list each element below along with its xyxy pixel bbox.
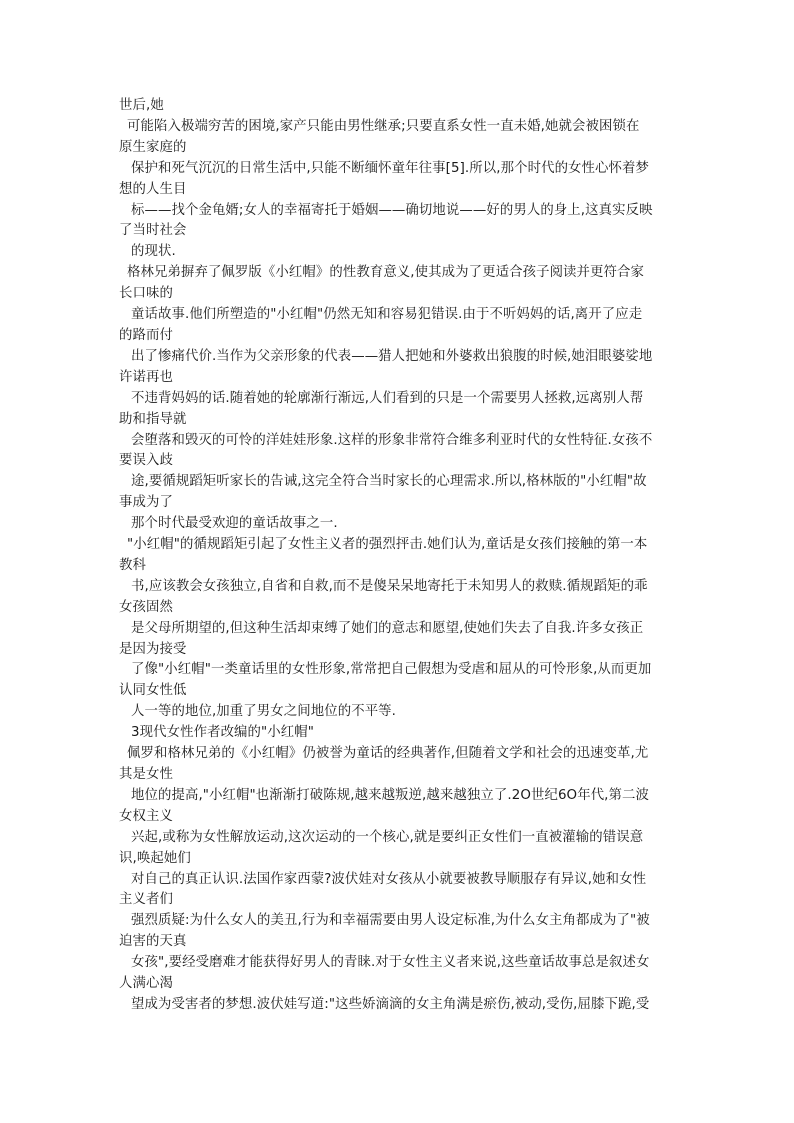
text-line: 迫害的天真 [119, 934, 187, 950]
text-line: 格林兄弟摒弃了佩罗版《小红帽》的性教育意义,使其成为了更适合孩子阅读并更符合家 [127, 265, 644, 281]
text-line: 事成为了 [119, 495, 173, 511]
text-line: 标——找个金龟婿;女人的幸福寄托于婚姻——确切地说——好的男人的身上,这真实反映 [131, 202, 653, 218]
text-line: 人满心渴 [119, 976, 173, 992]
text-line: 女权主义 [119, 808, 173, 824]
text-line: 佩罗和格林兄弟的《小红帽》仍被誉为童话的经典著作,但随着文学和社会的迅速变革,尤 [127, 746, 649, 762]
text-line: 童话故事.他们所塑造的"小红帽"仍然无知和容易犯错误.由于不听妈妈的话,离开了应走 [131, 307, 643, 323]
text-line: 书,应该教会女孩独立,自省和自救,而不是傻呆呆地寄托于未知男人的救赎.循规蹈矩的乖 [131, 578, 648, 594]
text-line: "小红帽"的循规蹈矩引起了女性主义者的强烈抨击.她们认为,童话是女孩们接触的第一本 [127, 537, 648, 553]
text-line: 地位的提高,"小红帽"也渐渐打破陈规,越来越叛逆,越来越独立了.2O世纪6O年代,第二波 [131, 787, 650, 803]
text-line: 认同女性低 [119, 683, 187, 699]
text-line: 长口味的 [119, 286, 173, 302]
text-line: 助和指导就 [119, 411, 187, 427]
text-line: 其是女性 [119, 767, 173, 782]
text-line: 出了惨痛代价.当作为父亲形象的代表——猎人把她和外婆救出狼腹的时候,她泪眼婆娑地 [131, 348, 653, 364]
text-line: 可能陷入极端穷苦的困境,家产只能由男性继承;只要直系女性一直未婚,她就会被困锁在 [127, 118, 640, 134]
text-line: 女孩固然 [119, 599, 173, 615]
text-line: 兴起,或称为女性解放运动,这次运动的一个核心,就是要纠正女性们一直被灌输的错误意 [131, 829, 644, 845]
text-line: 教科 [119, 557, 146, 573]
text-line: 的路而付 [119, 327, 173, 343]
body-text [119, 96, 679, 1016]
text-line: 世后,她 [119, 98, 164, 113]
text-line: 了像"小红帽"一类童话里的女性形象,常常把自己假想为受虐和屈从的可怜形象,从而更加 [131, 662, 652, 678]
text-line: 的现状. [131, 244, 176, 260]
text-line: 女孩",要经受磨难才能获得好男人的青睐.对于女性主义者来说,这些童话故事总是叙述女 [131, 955, 650, 971]
text-line: 会堕落和毁灭的可怜的洋娃娃形象.这样的形象非常符合维多利亚时代的女性特征.女孩不 [131, 432, 653, 448]
text-line: 不违背妈妈的话.随着她的轮廓渐行渐远,人们看到的只是一个需要男人拯救,远离别人帮 [131, 390, 644, 406]
section-heading: 3现代女性作者改编的"小红帽" [131, 725, 315, 741]
text-line: 要误入歧 [119, 453, 173, 469]
text-line: 保护和死气沉沉的日常生活中,只能不断缅怀童年往事[5].所以,那个时代的女性心怀着梦 [131, 160, 649, 176]
text-line: 途,要循规蹈矩听家长的告诫,这完全符合当时家长的心理需求.所以,格林版的"小红帽"故 [131, 474, 647, 490]
text-line: 了当时社会 [119, 223, 187, 239]
text-line: 许诺再也 [119, 369, 173, 385]
text-line: 对自己的真正认识.法国作家西蒙?波伏娃对女孩从小就要被教导顺服存有异议,她和女性 [131, 871, 647, 887]
text-line: 强烈质疑:为什么女人的美丑,行为和幸福需要由男人设定标准,为什么女主角都成为了"被 [131, 913, 650, 929]
text-line: 望成为受害者的梦想.波伏娃写道:"这些娇滴滴的女主角满是瘀伤,被动,受伤,屈膝下跪,受 [131, 996, 650, 1012]
text-line: 主义者们 [119, 892, 173, 908]
text-line: 那个时代最受欢迎的童话故事之一. [131, 516, 338, 532]
text-line: 想的人生目 [119, 181, 187, 197]
text-line: 识,唤起她们 [119, 850, 191, 866]
text-line: 是因为接受 [119, 641, 187, 657]
text-line: 原生家庭的 [119, 139, 187, 155]
text-line: 人一等的地位,加重了男女之间地位的不平等. [131, 704, 397, 720]
text-line: 是父母所期望的,但这种生活却束缚了她们的意志和愿望,使她们失去了自我.许多女孩正 [131, 620, 644, 636]
